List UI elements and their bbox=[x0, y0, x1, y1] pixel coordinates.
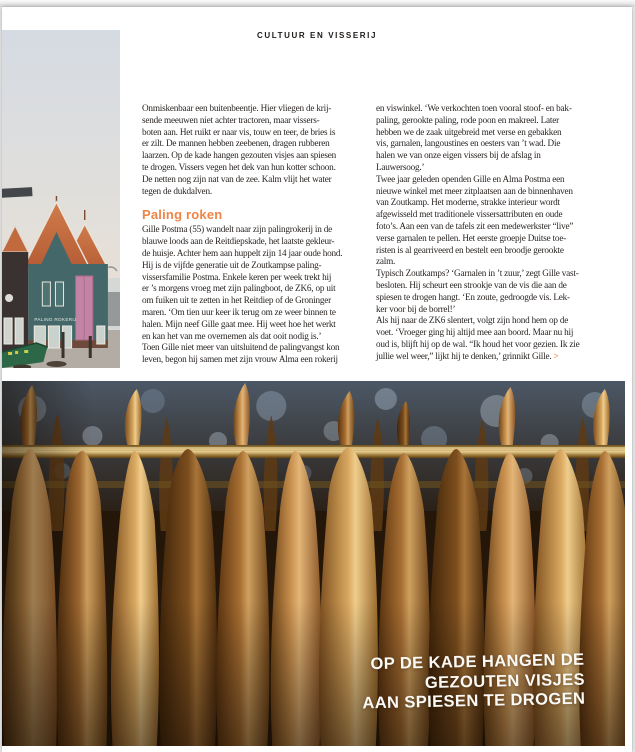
smokehouse-photo bbox=[2, 30, 120, 368]
text-line: Twee jaar geleden openden Gille en Alma Postma een bbox=[376, 173, 565, 184]
text-line: en viswinkel. ‘We verkochten toen vooral stoof- en bak- bbox=[376, 103, 572, 113]
text-line: tegen de dukdalven. bbox=[142, 185, 212, 196]
text-line: sende meeuwen niet achter tractoren, maar vissers- bbox=[142, 114, 320, 125]
text-line: vissersfamilie Postma. Enkele keren per week trekt hij bbox=[142, 271, 332, 282]
text-line-final bbox=[376, 351, 614, 363]
text-line: Gille Postma (55) wandelt naar zijn palingrokerij in de bbox=[142, 224, 333, 235]
text-line: Als hij naar de ZK6 slentert, volgt zijn hond hem op de bbox=[376, 315, 569, 326]
text-line: de huisje. Achter hem aan huppelt zijn 14 jaar oude hond. bbox=[142, 247, 343, 258]
text-line: hebben we de zaak uitgebreid met verse en gebakken bbox=[376, 126, 562, 137]
text-line: Typisch Zoutkamps? ‘Garnalen in ’t zuur,’ zegt Gille vast- bbox=[376, 268, 579, 279]
photo-quote bbox=[361, 651, 585, 714]
text-line: oud is, blijft hij op de wal. “Ik houd het voor gezien. Ik zie bbox=[376, 338, 580, 349]
paling-rokerij-sign: PALING ROKERIJ bbox=[34, 317, 77, 322]
text-line: afgewisseld met traditionele vissersattributen en oude bbox=[376, 209, 563, 220]
text-line: ker voor bij de borrel!’ bbox=[376, 303, 456, 314]
text-line: halen we van onze eigen vissers bij de afslag in bbox=[376, 150, 541, 161]
magazine-page bbox=[2, 7, 632, 752]
section-heading: Paling roken bbox=[142, 207, 223, 223]
text-line: boten aan. Het ruikt er naar vis, touw en teer, de bries is bbox=[142, 126, 336, 137]
text-line: Onmiskenbaar een buitenbeentje. Hier vliegen de krij- bbox=[142, 103, 332, 113]
hanging-rod bbox=[2, 445, 625, 458]
text-line: en kan het van me overnemen als dat ooit nodig is.’ bbox=[142, 330, 322, 341]
text-line: zalm. bbox=[376, 256, 396, 267]
text-line: van Zoutkamp. Het moderne, strakke interieur wordt bbox=[376, 197, 560, 208]
body-paragraph bbox=[142, 224, 368, 366]
text-line: nieuwe winkel met meer zitplaatsen aan de binnenhaven bbox=[376, 185, 573, 196]
text-line: blauwe loods aan de Reitdiepskade, het laatste gekleur- bbox=[142, 236, 335, 247]
text-line: Hij is de vijfde generatie uit de Zoutkampse paling- bbox=[142, 259, 322, 270]
continuation-arrow: > bbox=[553, 350, 559, 361]
quote-line: AAN SPIESEN TE DROGEN bbox=[362, 689, 586, 713]
text-line: foto’s. Aan een van de tafels zit een medewerkster “live” bbox=[376, 220, 574, 231]
body-paragraph bbox=[376, 103, 614, 351]
quote-line: GEZOUTEN VISJES bbox=[424, 670, 586, 692]
text-line: verse garnalen te pellen. Het eerste groepje Duitse toe- bbox=[376, 232, 567, 243]
viewer-top-edge bbox=[0, 0, 635, 7]
text-line: er zilt. De mannen hebben zeebenen, dragen rubberen bbox=[142, 138, 330, 149]
final-line-text: jullie wel weer,” lijkt hij te denken,’ grinnikt Gille. bbox=[376, 350, 552, 361]
text-line: halen. Mijn neef Gille gaat mee. Hij weet hoe het werkt bbox=[142, 318, 336, 329]
text-line: risten is al gearriveerd en bestelt een broodje gerookte bbox=[376, 244, 564, 255]
text-line: laarzen. Op de kade hangen gezouten visjes aan spiesen bbox=[142, 150, 337, 161]
body-column-2 bbox=[376, 103, 614, 363]
text-line: vis, garnalen, langoustines en oesters van ’t wad. Die bbox=[376, 138, 561, 149]
text-line: er ’s morgens vroeg met zijn palingboot, de ZK6, op uit bbox=[142, 283, 336, 294]
smoked-fish-photo bbox=[2, 381, 625, 746]
text-line: besloten. Hij scheurt een strookje van de vis die aan de bbox=[376, 279, 567, 290]
intro-paragraph bbox=[142, 103, 368, 197]
text-line: om fuiken uit te zetten in het Reitdiep of de Groninger bbox=[142, 295, 332, 306]
text-line: leven, begon hij samen met zijn vrouw Alma een rokerij bbox=[142, 354, 338, 365]
text-line: maren. ‘Om tien uur keer ik terug om ze weer binnen te bbox=[142, 306, 336, 317]
text-line: voet. ‘Vroeger ging hij altijd mee aan boord. Maar nu hij bbox=[376, 327, 574, 338]
text-line: Toen Gille niet meer van uitsluitend de palingvangst kon bbox=[142, 342, 340, 353]
text-line: spiesen te drogen hangt. ‘En zoute, gedroogde vis. Lek- bbox=[376, 291, 570, 302]
category-header: CULTUUR EN VISSERIJ bbox=[256, 31, 378, 40]
text-line: te drogen. Vissers vegen het dek van hun kotter schoon. bbox=[142, 161, 336, 172]
text-line: Lauwersoog.’ bbox=[376, 161, 425, 172]
smokehouse-photo-art bbox=[2, 30, 120, 368]
quote-line: OP DE KADE HANGEN DE bbox=[370, 650, 585, 674]
text-line: De netten nog zijn nat van de zee. Kalm vlijt het water bbox=[142, 173, 332, 184]
body-column-1 bbox=[142, 103, 368, 366]
text-line: paling, gerookte paling, rode poon en makreel. Later bbox=[376, 114, 559, 125]
